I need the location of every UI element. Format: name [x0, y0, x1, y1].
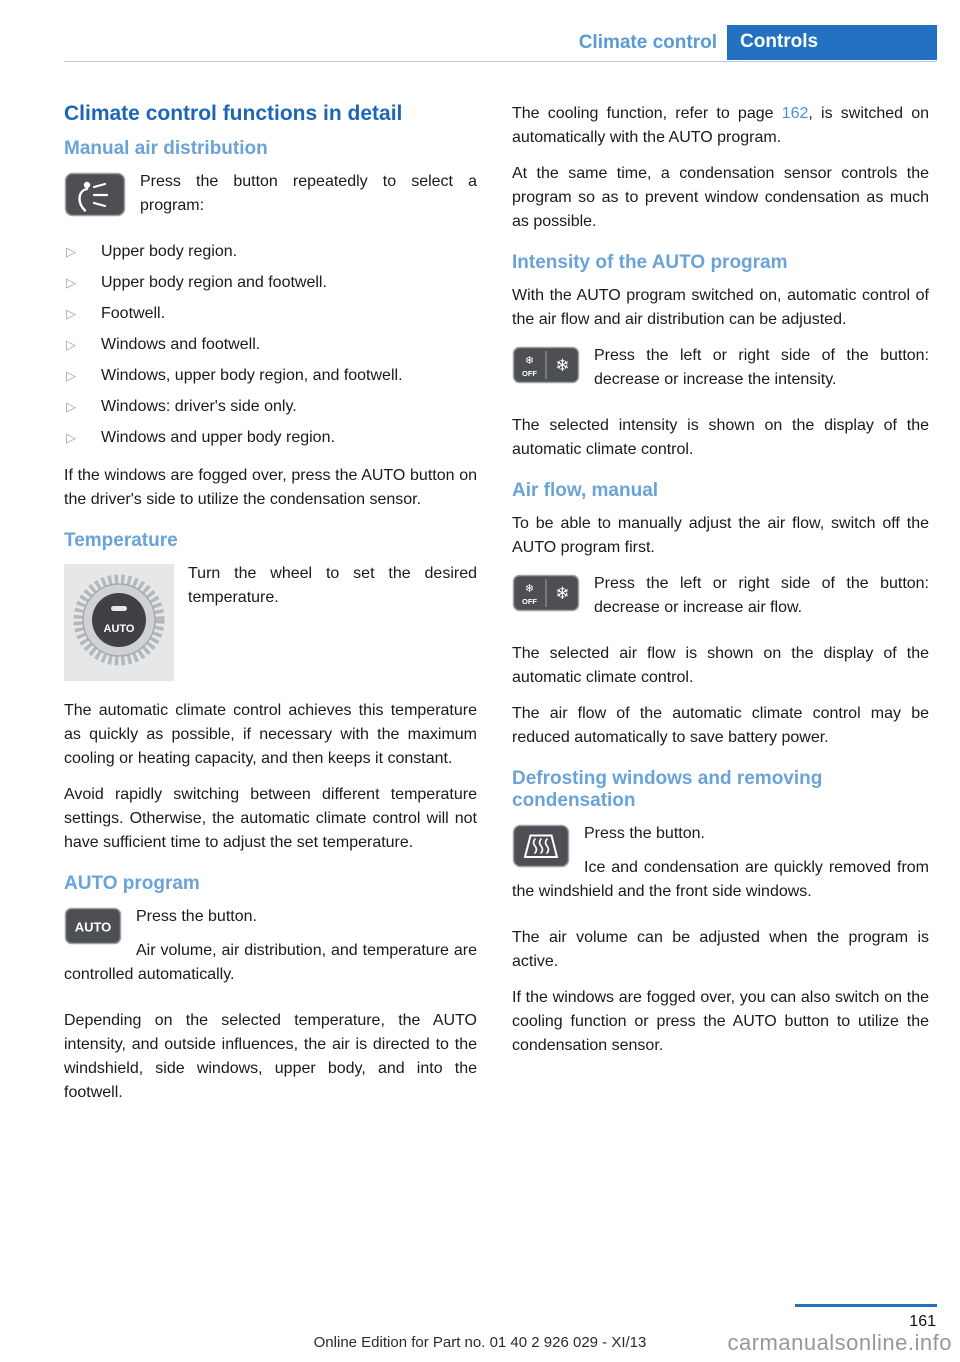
auto-button-label: AUTO — [74, 919, 112, 935]
right-column — [512, 102, 929, 1117]
defrost-media — [512, 822, 929, 914]
triangle-bullet-icon: ▷ — [66, 306, 76, 321]
list-item — [64, 426, 477, 450]
auto-program-paragraph-1: Air volume, air distribution, and temperature are controlled automatically. — [64, 942, 477, 983]
triangle-bullet-icon: ▷ — [66, 275, 76, 290]
triangle-bullet-icon: ▷ — [66, 244, 76, 259]
manual-air-note: If the windows are fogged over, press the AUTO button on the driver's side to utilize the condensation sensor. — [64, 467, 477, 508]
triangle-bullet-icon: ▷ — [66, 368, 76, 383]
list-item-text: Footwell. — [101, 305, 166, 322]
list-item-text: Windows and footwell. — [101, 336, 261, 353]
fan-large-icon: ❄ — [555, 356, 570, 375]
page-162-link[interactable]: 162 — [781, 105, 809, 122]
list-item — [64, 271, 477, 295]
left-column — [64, 102, 477, 1117]
air-flow-instruction: Press the left or right side of the button: decrease or increase air flow. — [594, 575, 929, 616]
temperature-dial-image — [64, 564, 174, 681]
intensity-paragraph-1: With the AUTO program switched on, automatic control of the air flow and air distribution can be adjusted. — [512, 287, 929, 328]
list-item — [64, 240, 477, 264]
defrost-paragraph-3: If the windows are fogged over, you can also switch on the cooling function or press the AUTO button to utilize the condensation sensor. — [512, 989, 929, 1054]
dial-auto-label: AUTO — [103, 623, 135, 635]
intensity-media — [512, 344, 929, 402]
temperature-media — [64, 562, 477, 687]
triangle-bullet-icon: ▷ — [66, 337, 76, 352]
list-item — [64, 333, 477, 357]
defrost-button-icon — [512, 824, 570, 873]
air-flow-paragraph-3: The air flow of the automatic climate control may be reduced automatically to save battery power. — [512, 705, 929, 746]
list-item-text: Upper body region and footwell. — [101, 274, 327, 291]
defrost-instruction: Press the button. — [584, 825, 705, 842]
page-title: Climate control functions in detail — [64, 102, 403, 125]
defrost-paragraph-2: The air volume can be adjusted when the program is active. — [512, 929, 929, 970]
section-heading-temperature: Temperature — [64, 530, 178, 551]
triangle-bullet-icon: ▷ — [66, 430, 76, 445]
list-item-text: Upper body region. — [101, 243, 238, 260]
fan-large-icon: ❄ — [555, 584, 570, 603]
page-header — [0, 0, 960, 60]
fan-small-icon: ❄ — [524, 355, 535, 367]
intensity-paragraph-2: The selected intensity is shown on the display of the automatic climate control. — [512, 417, 929, 458]
edition-note: Online Edition for Part no. 01 40 2 926 029 - XI/13 — [313, 1334, 647, 1351]
air-flow-paragraph-2: The selected air flow is shown on the display of the automatic climate control. — [512, 645, 929, 686]
page-number-rule — [795, 1304, 937, 1307]
list-item-text: Windows: driver's side only. — [101, 398, 297, 415]
list-item-text: Windows, upper body region, and footwell. — [101, 367, 403, 384]
temperature-paragraph-2: Avoid rapidly switching between different temperature settings. Otherwise, the automatic climate control will not have sufficient time to adjust the set temperature. — [64, 786, 477, 851]
list-item — [64, 364, 477, 388]
list-item-text: Windows and upper body region. — [101, 429, 335, 446]
auto-program-paragraph-2: Depending on the selected temperature, the AUTO intensity, and outside influences, the air is directed to the windshield, side windows, upper body, and into the footwell. — [64, 1012, 477, 1101]
manual-air-media — [64, 170, 477, 228]
fan-small-icon: ❄ — [524, 583, 535, 595]
off-label: OFF — [522, 369, 537, 378]
fan-airflow-button-icon — [512, 574, 580, 617]
air-distribution-button-icon — [64, 172, 126, 222]
off-label: OFF — [522, 597, 537, 606]
air-flow-media — [512, 572, 929, 630]
content-columns — [0, 62, 960, 1117]
watermark: carmanualsonline.info — [727, 1330, 952, 1355]
cooling-paragraph-2: At the same time, a condensation sensor controls the program so as to prevent window condensation as much as possible. — [512, 165, 929, 230]
air-flow-paragraph-1: To be able to manually adjust the air flow, switch off the AUTO program first. — [512, 515, 929, 556]
triangle-bullet-icon: ▷ — [66, 399, 76, 414]
section-heading-manual-air-distribution: Manual air distribution — [64, 138, 268, 159]
page-number: 161 — [909, 1313, 936, 1330]
manual-air-intro: Press the button repeatedly to select a program: — [140, 173, 477, 214]
intensity-instruction: Press the left or right side of the button: decrease or increase the intensity. — [594, 347, 929, 388]
cooling-paragraph-1 — [512, 102, 929, 150]
temperature-instruction: Turn the wheel to set the desired temperature. — [188, 565, 477, 606]
auto-button-icon — [64, 907, 122, 950]
auto-program-media — [64, 905, 477, 997]
header-section-label: Climate control — [578, 31, 717, 53]
header-chapter-badge: Controls — [727, 25, 937, 60]
list-item — [64, 395, 477, 419]
air-distribution-program-list — [64, 240, 477, 450]
text-run: The cooling function, refer to page — [512, 105, 782, 122]
defrost-paragraph-1: Ice and condensation are quickly removed from the windshield and the front side windows. — [512, 859, 929, 900]
section-heading-air-flow-manual: Air flow, manual — [512, 480, 659, 501]
list-item — [64, 302, 477, 326]
auto-program-instruction: Press the button. — [136, 908, 257, 925]
text-run: , is switched on automatically with the AUTO program. — [512, 105, 930, 146]
fan-intensity-button-icon — [512, 346, 580, 389]
section-heading-intensity: Intensity of the AUTO program — [512, 252, 788, 273]
section-heading-defrost: Defrosting windows and removing condensation — [512, 768, 823, 811]
section-heading-auto-program: AUTO program — [64, 873, 200, 894]
temperature-paragraph-1: The automatic climate control achieves this temperature as quickly as possible, if necessary with the maximum cooling or heating capacity, and then keeps it constant. — [64, 702, 477, 767]
